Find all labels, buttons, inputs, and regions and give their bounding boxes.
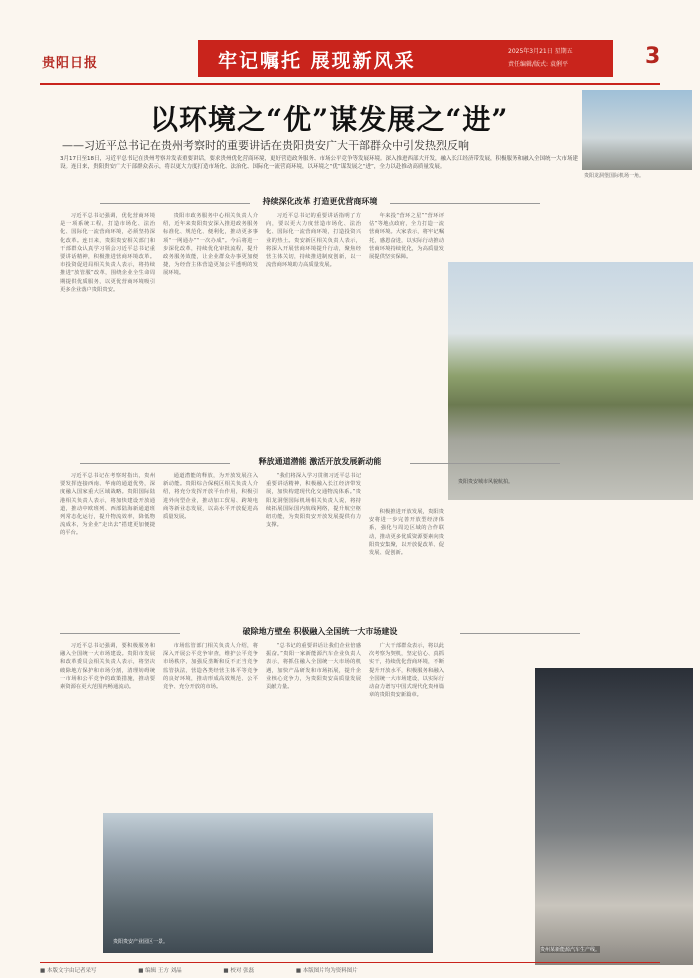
- paragraph: 积极推进开放发展，贵阳贵安将进一步完善开放型经济体系，强化与周边区域的合作联动，推动更多优质资源要素向贵阳贵安集聚，以开放促改革、促发展、促创新。: [369, 509, 444, 557]
- newspaper-logo: 贵阳日报: [42, 56, 99, 71]
- paragraph: “我们将深入学习贯彻习近平总书记重要讲话精神，积极融入长江经济带发展，加快构建现代化交通物流体系。”贵阳龙洞堡国际机场相关负责人说，将持续拓展国际国内航线网络，提升航空枢纽功能，为贵阳贵安开放发展提供有力支撑。: [266, 473, 361, 529]
- section-title: 释放通道潜能 激活开放发展新动能: [258, 457, 382, 466]
- paragraph: 习近平总书记强调，要积极服务和融入全国统一大市场建设。贵阳市发展和改革委员会相关负责人表示，将坚决破除地方保护和市场分割，清理妨碍统一市场和公平竞争的政策措施，推动要素资源在更大范围内畅通流动。: [60, 643, 155, 691]
- text-column: [369, 508, 444, 622]
- issue-date: 2025年3月21日 星期五: [508, 48, 573, 55]
- text-column: [163, 212, 258, 452]
- text-column: [163, 472, 258, 622]
- page-footer: [40, 962, 660, 978]
- column-banner: [198, 40, 613, 77]
- hero-photo: [582, 90, 692, 170]
- section-rule: [390, 203, 540, 204]
- masthead-divider: [40, 83, 660, 85]
- paragraph: 贵阳市政务服务中心相关负责人介绍，近年来贵阳贵安深入推进政务服务标准化、规范化、便利化，推动更多事项“一网通办”“一次办成”。今后将进一步深化改革，持续优化审批流程，提升政务服务效能，让企业群众办事更加便捷，为经营主体营造更加公平透明的发展环境。: [163, 213, 258, 277]
- paragraph: “总书记的重要讲话让我们企业倍感振奋。”贵阳一家新能源汽车企业负责人表示，将抓住融入全国统一大市场的机遇，加快产品研发和市场拓展，提升企业核心竞争力，为贵阳贵安高质量发展贡献力量。: [266, 643, 361, 691]
- text-column: [266, 212, 361, 452]
- article-headline: 以环境之“优”谋发展之“进”: [150, 103, 509, 136]
- text-column: [60, 642, 155, 807]
- article-lead: 3月17日至18日，习近平总书记在贵州考察并发表重要讲话，要求贵州优化营商环境，更好营造政务服务、市场公平竞争等发展环境。深入推进西部大开发，融入长江经济带发展，积极服务和融入全国统一大市场建设。连日来，贵阳贵安广大干部群众表示，将以更大力度打造市场化、法治化、国际化一流营商环境，以环境之“优”谋发展之“进”，全力以赴推动高质量发展。: [60, 156, 579, 170]
- masthead: [0, 0, 700, 80]
- section-rule: [460, 633, 580, 634]
- text-column: [266, 472, 361, 622]
- city-aerial-photo-caption: 贵阳贵安城市风貌航拍。: [458, 479, 514, 485]
- paragraph: 习近平总书记的重要讲话指明了方向，要以更大力度营造市场化、法治化、国际化一流营商环境，打造投资兴业的热土。贵安新区相关负责人表示，将深入开展营商环境提升行动，聚焦经营主体关切，持续推进制度创新，以一流营商环境助力高质量发展。: [266, 213, 361, 269]
- paragraph: 习近平总书记在考察时指出，贵州要发挥连接西南、华南的通道优势，深度融入国家重大区域战略。贵阳国际陆港相关负责人表示，将加快建设开放通道，推动中欧班列、西部陆海新通道班列常态化运行，提升物流效率，降低物流成本，为企业“走出去”搭建更加便捷的平台。: [60, 473, 155, 537]
- paragraph: 习近平总书记强调，优化营商环境是一项系统工程，打造市场化、法治化、国际化一流营商环境，必须坚持深化改革。连日来，贵阳贵安相关部门和干部群众认真学习领会习近平总书记重要讲话精神，积极推进营商环境改革。市投资促进局相关负责人表示，将持续推进“放管服”改革，围绕企业全生命周期提供优质服务，以更优营商环境吸引更多企业落户贵阳贵安。: [60, 213, 155, 293]
- section-title: 持续深化改革 打造更优营商环境: [262, 197, 378, 206]
- footer-item: ■ 校对 张磊: [223, 968, 255, 974]
- section-heading-3: [60, 626, 580, 640]
- text-column: [60, 472, 155, 622]
- paragraph: 年来投“营环之星”“营环评估”等地点政府，全力打造一流营商环境。大家表示，将牢记嘱托，感恩奋进，以实际行动推动营商环境持续优化，为高质量发展提供坚实保障。: [369, 213, 444, 261]
- footer-item: ■ 本版图片均为资料图片: [295, 968, 358, 974]
- text-column: [369, 212, 444, 452]
- page-number: 3: [645, 44, 661, 69]
- paragraph: 通道潜能的释放，为开放发展注入新动能。贵阳综合保税区相关负责人介绍，将充分发挥开放平台作用，积极引进外向型企业，推动加工贸易、跨境电商等新业态发展，以高水平开放促进高质量发展。: [163, 473, 258, 521]
- article-subhead: ——习近平总书记在贵州考察时的重要讲话在贵阳贵安广大干部群众中引发热烈反响: [62, 139, 469, 152]
- section-heading-1: [60, 196, 580, 210]
- paragraph: 市场监管部门相关负责人介绍，将深入开展公平竞争审查，维护公平竞争市场秩序，加强反垄断和反不正当竞争监管执法，营造各类经营主体平等竞争的良好环境，推动形成高效规范、公平竞争、充分开放的市场。: [163, 643, 258, 691]
- hero-photo-caption: 贵阳龙洞堡国际机场一角。: [584, 173, 645, 179]
- section-title: 破除地方壁垒 积极融入全国统一大市场建设: [242, 627, 398, 636]
- footer-item: ■ 编辑 王方 刘晶: [138, 968, 182, 974]
- text-column: [266, 642, 361, 807]
- text-column: [163, 642, 258, 807]
- paragraph: 广大干部群众表示，将以此次考察为契机，坚定信心、真抓实干，持续优化营商环境，不断提升开放水平，积极服务和融入全国统一大市场建设，以实际行动奋力谱写中国式现代化贵州篇章的贵阳贵安新篇章。: [369, 643, 444, 699]
- section-heading-2: [60, 456, 580, 470]
- footer-item: ■ 本版文字由记者采写: [40, 968, 97, 974]
- industrial-park-photo-caption: 贵阳贵安产业园区一景。: [113, 939, 169, 945]
- text-column: [60, 212, 155, 452]
- text-column: [369, 642, 444, 807]
- editor-credit: 责任编辑/版式: 袁俐平: [508, 61, 568, 68]
- section-rule: [410, 463, 560, 464]
- column-banner-title: 牢记嘱托 展现新风采: [218, 50, 416, 72]
- ev-production-photo-caption: 贵州某新能源汽车生产线。: [540, 947, 601, 953]
- ev-production-photo: [535, 668, 693, 965]
- industrial-park-photo: [103, 813, 433, 953]
